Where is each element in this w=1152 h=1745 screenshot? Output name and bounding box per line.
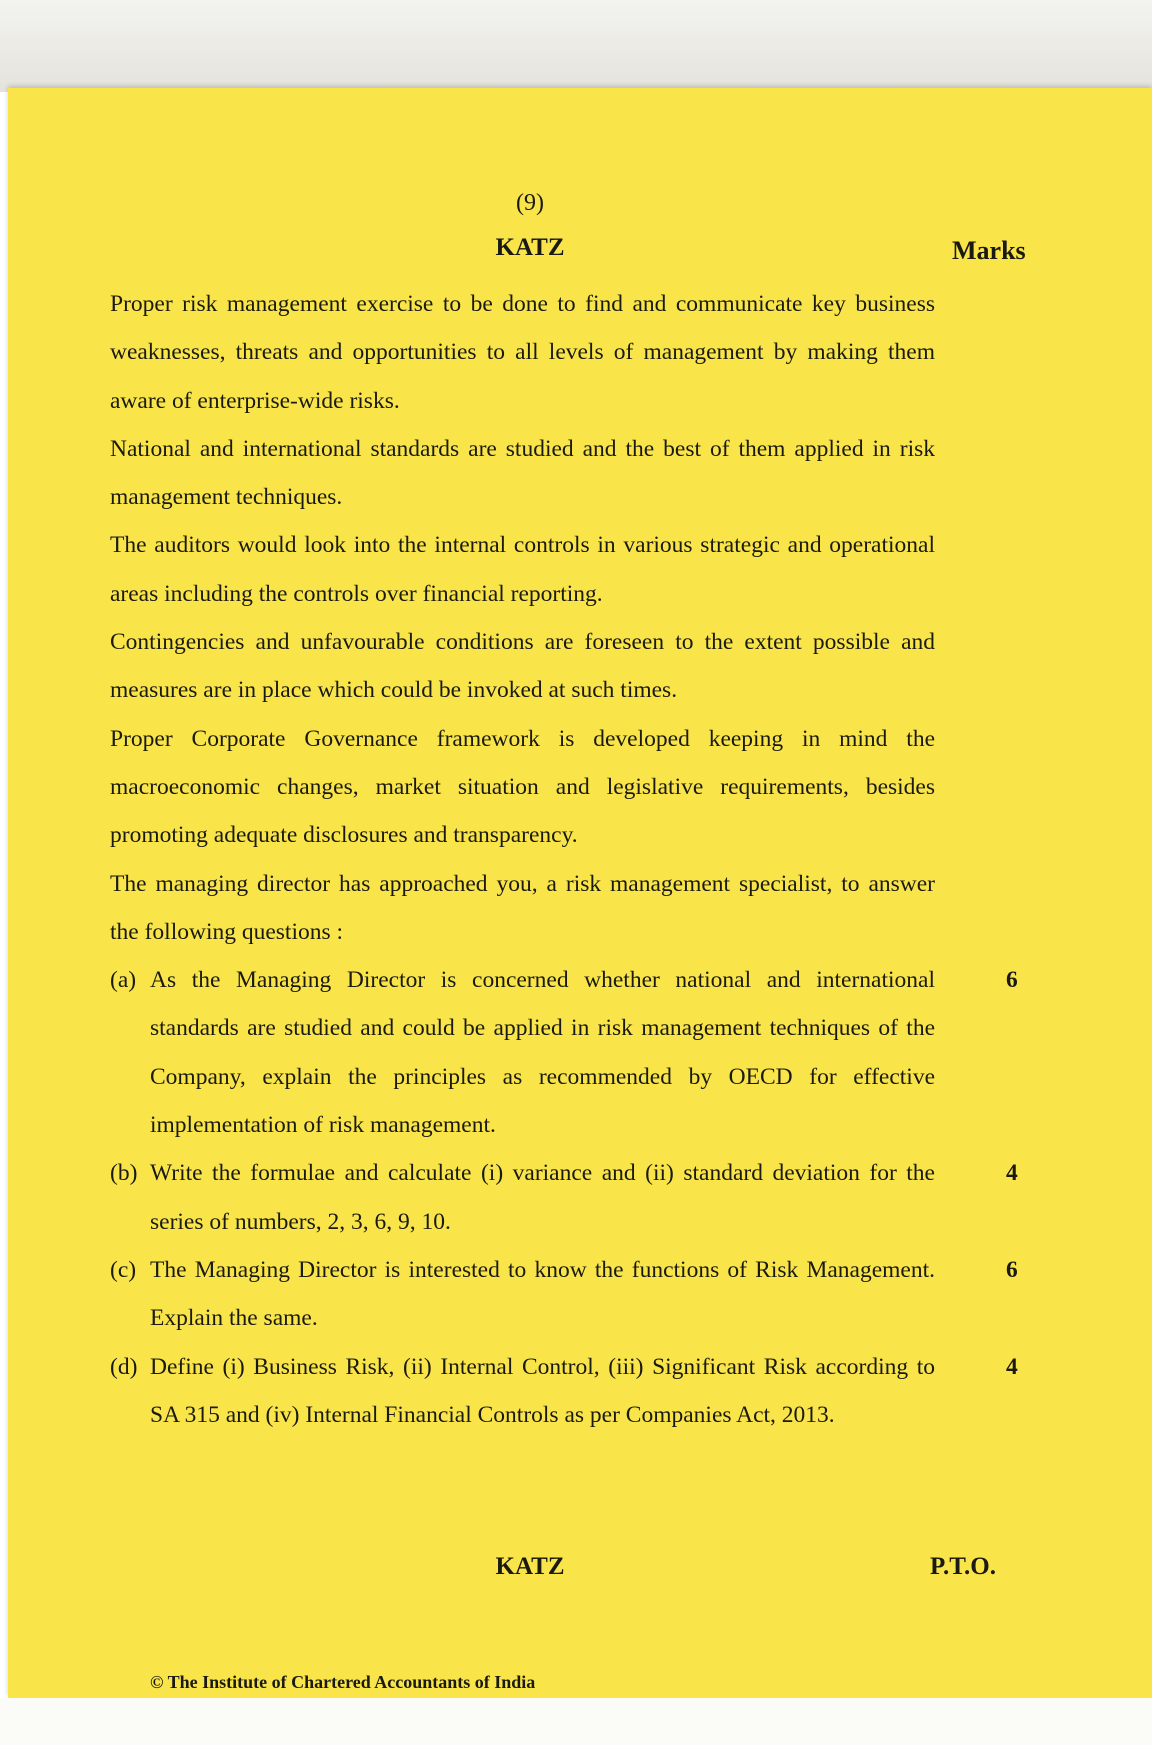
- pto-label: P.T.O.: [930, 1553, 996, 1580]
- copyright-notice: © The Institute of Chartered Accountants of India: [150, 1672, 536, 1692]
- sub-question-text: Write the formulae and calculate (i) variance and (ii) standard deviation for the series of numbers, 2, 3, 6, 9, 10.: [150, 1160, 935, 1235]
- marks-value: 6: [1006, 1256, 1018, 1283]
- case-paragraph: Proper Corporate Governance framework is developed keeping in mind the macroeconomic changes, market situation and legislative requirements, besides promoting adequate disclosures and transparency.: [110, 725, 935, 849]
- scan-background-bottom: [0, 1698, 1152, 1745]
- sub-question-d: [110, 1343, 1018, 1440]
- sub-question-label: (c): [110, 1256, 137, 1283]
- sub-question-label: (b): [110, 1160, 138, 1187]
- case-paragraph: The auditors would look into the internal controls in various strategic and operational areas including the controls over financial reporting.: [110, 532, 935, 607]
- paper-code-header: KATZ: [495, 234, 565, 261]
- case-paragraph: National and international standards are studied and the best of them applied in risk management techniques.: [110, 435, 935, 511]
- sub-question-c: [110, 1246, 1018, 1343]
- paper-code-footer: KATZ: [495, 1553, 565, 1580]
- sub-question-label: (a): [110, 967, 137, 994]
- case-paragraph: Contingencies and unfavourable conditions are foreseen to the extent possible and measures are in place which could be invoked at such times.: [110, 629, 935, 704]
- case-paragraph: Proper risk management exercise to be done to find and communicate key business weaknesses, threats and opportunities to all levels of management by making them aware of enterprise-wide risks.: [110, 291, 935, 414]
- sub-question-a: [110, 956, 1018, 1149]
- sub-question-text: The Managing Director is interested to know the functions of Risk Management. Explain the same.: [150, 1256, 935, 1332]
- marks-value: 6: [1006, 967, 1018, 994]
- marks-value: 4: [1006, 1353, 1018, 1380]
- marks-column-header: Marks: [952, 236, 1026, 265]
- scan-background-top: [0, 0, 1152, 92]
- sub-question-text: Define (i) Business Risk, (ii) Internal Control, (iii) Significant Risk according to SA 315 and (iv) Internal Financial Controls as per Companies Act, 2013.: [150, 1353, 935, 1428]
- sub-question-text: As the Managing Director is concerned whether national and international standards are studied and could be applied in risk management techniques of the Company, explain the principles as recommended by OECD for effective implementation of risk management.: [150, 967, 935, 1139]
- page-number: (9): [516, 190, 544, 216]
- sub-question-b: [110, 1149, 1018, 1246]
- question-body: [110, 280, 1018, 1439]
- sub-question-label: (d): [110, 1353, 138, 1380]
- case-paragraph: The managing director has approached you, a risk management specialist, to answer the following questions :: [110, 870, 935, 945]
- marks-value: 4: [1006, 1160, 1018, 1187]
